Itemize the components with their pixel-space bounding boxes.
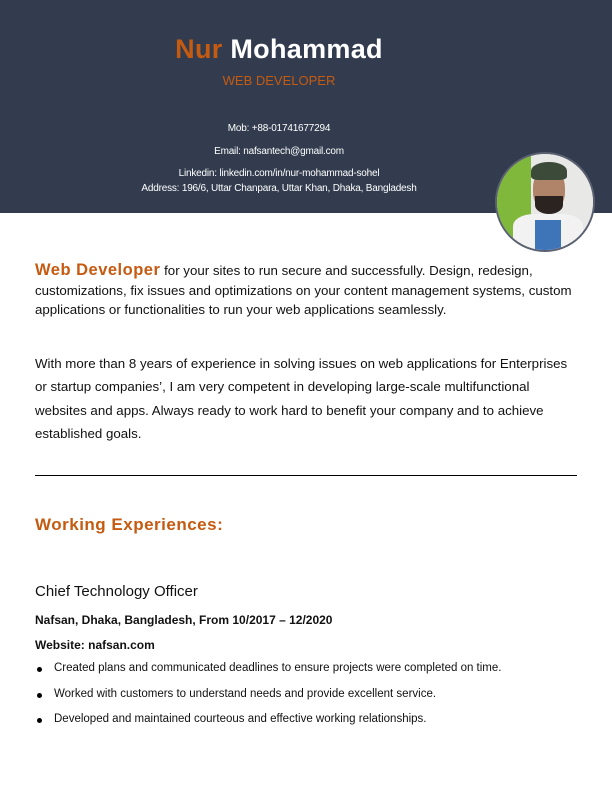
last-name: Mohammad (230, 34, 383, 64)
summary-intro-text: for your sites to run secure and successfully. Design, redesign, customizations, fix issues and optimizations on your content management systems, custom applications or functionalities to run your web applications seamlessly. (35, 263, 572, 317)
job-role: WEB DEVELOPER (222, 73, 336, 88)
linkedin[interactable]: Linkedin: linkedin.com/in/nur-mohammad-sohel (178, 168, 380, 179)
list-item: Developed and maintained courteous and effective working relationships. (35, 713, 501, 739)
first-name: Nur (175, 34, 223, 64)
summary-intro (35, 261, 580, 320)
list-item: Created plans and communicated deadlines to ensure projects were completed on time. (35, 662, 501, 688)
job-website[interactable]: Website: nafsan.com (35, 638, 155, 652)
summary-paragraph: With more than 8 years of experience in solving issues on web applications for Enterprises or startup companies’, I am very competent in developing large-scale multifunctional websites and apps. Always ready to work hard to benefit your company and to achieve established goals. (35, 356, 568, 441)
list-item: Worked with customers to understand needs and provide excellent service. (35, 688, 501, 714)
job-company: Nafsan, Dhaka, Bangladesh, From 10/2017 – 12/2020 (35, 613, 333, 627)
divider (35, 475, 577, 476)
candidate-name (0, 34, 558, 65)
mobile: Mob: +88-01741677294 (227, 123, 331, 134)
job-bullets (35, 662, 501, 739)
section-heading-experience: Working Experiences: (35, 515, 224, 534)
address: Address: 196/6, Uttar Chanpara, Uttar Khan, Dhaka, Bangladesh (141, 183, 417, 194)
profile-photo (495, 152, 595, 252)
summary-highlight: Web Developer (35, 261, 161, 279)
email[interactable]: Email: nafsantech@gmail.com (214, 146, 344, 157)
job-title: Chief Technology Officer (35, 583, 198, 600)
